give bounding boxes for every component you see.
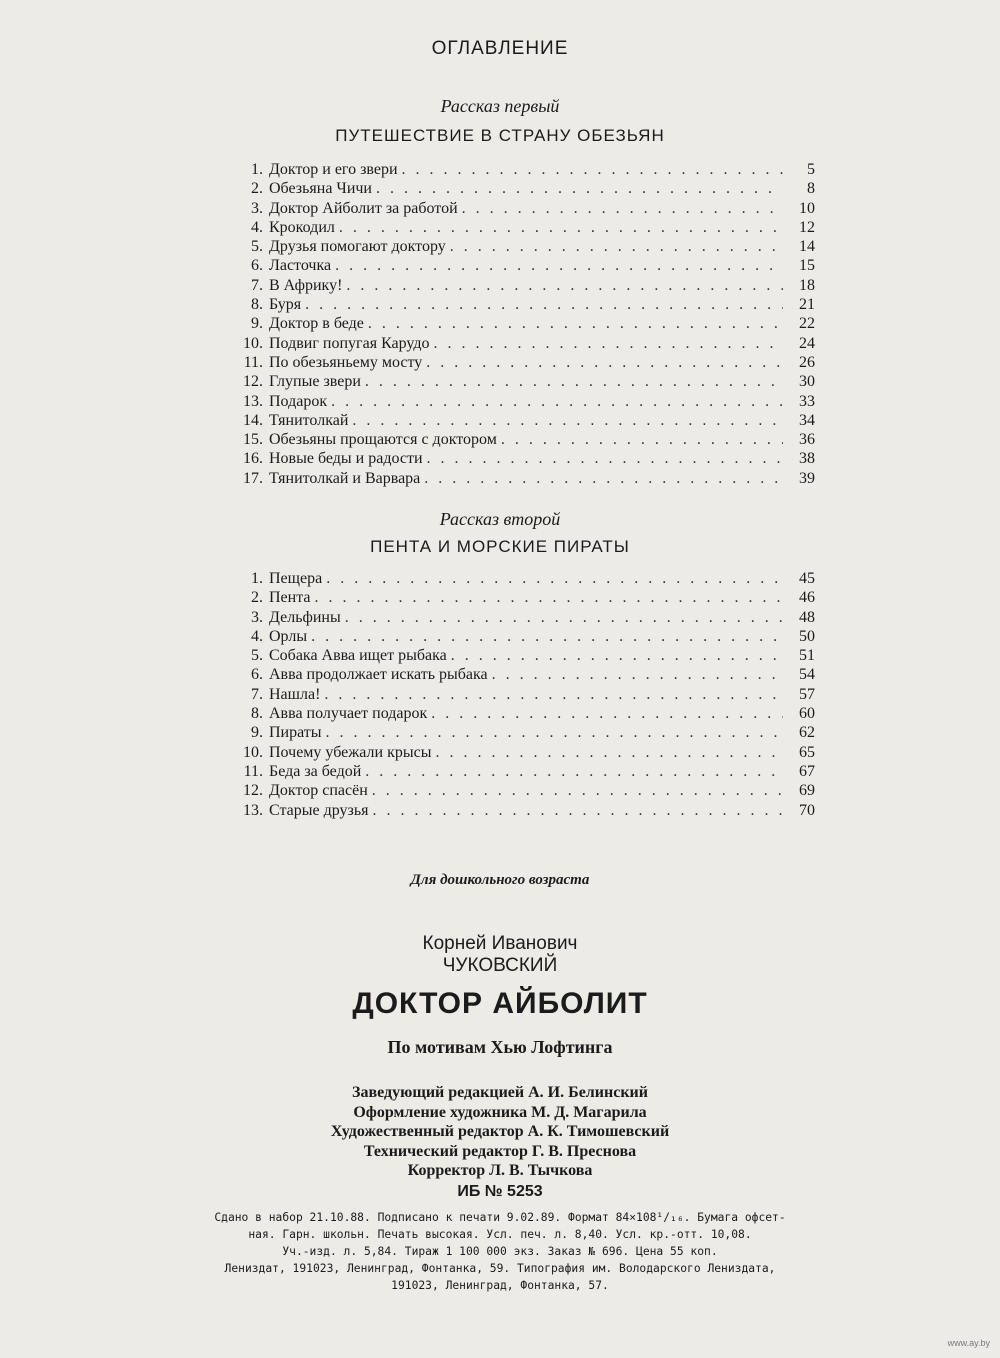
leader-dots [435,743,783,762]
chapter-number: 9. [251,724,263,742]
chapter-number: 8. [251,296,263,314]
story1-title: ПУТЕШЕСТВИЕ В СТРАНУ ОБЕЗЬЯН [335,126,665,145]
leader-dots [492,665,783,684]
chapter-page-number: 65 [799,743,815,761]
chapter-title: Пираты [269,724,322,742]
chapter-page-number: 8 [807,180,815,198]
leader-dots [315,588,783,607]
leader-dots [324,685,783,704]
chapter-number: 1. [251,570,263,587]
chapter-page-number: 67 [799,762,815,780]
leader-dots [450,237,783,256]
toc-entry [225,179,815,198]
leader-dots [451,646,783,665]
toc-entry [225,372,815,391]
leader-dots [431,704,783,723]
leader-dots [434,334,783,353]
leader-dots [365,762,783,781]
credits-block [0,1083,1000,1181]
chapter-number: 10. [243,334,263,352]
chapter-page-number: 45 [799,570,815,587]
chapter-number: 3. [251,608,263,626]
chapter-page-number: 5 [807,161,815,178]
leader-dots [427,449,783,468]
toc-entry [225,160,815,179]
chapter-page-number: 22 [799,315,815,333]
toc-entry [225,199,815,218]
chapter-title: Пещера [269,570,323,587]
chapter-page-number: 34 [799,411,815,429]
age-note: Для дошкольного возраста [410,872,590,888]
chapter-number: 4. [251,218,263,236]
chapter-title: Тянитолкай [269,411,349,429]
chapter-page-number: 10 [799,199,815,217]
watermark: www.ay.by [947,1338,990,1348]
chapter-page-number: 24 [799,334,815,352]
chapter-page-number: 51 [799,647,815,665]
chapter-number: 2. [251,180,263,198]
author-last-name: ЧУКОВСКИЙ [442,955,558,976]
leader-dots [346,276,783,295]
toc-entry [225,314,815,333]
chapter-title: Ласточка [269,257,332,275]
toc-entry [225,256,815,275]
toc-entry [225,295,815,314]
leader-dots [462,199,783,218]
chapter-number: 5. [251,238,263,256]
credit-line: Оформление художника М. Д. Магарила [353,1103,647,1121]
chapter-title: Доктор Айболит за работой [269,199,458,217]
chapter-title: В Африку! [269,276,343,294]
leader-dots [331,392,783,411]
chapter-title: Доктор и его звери [269,161,398,178]
toc-entry [225,627,815,646]
toc-entry [225,588,815,607]
chapter-title: Доктор спасён [269,782,368,800]
leader-dots [402,160,783,179]
leader-dots [368,314,783,333]
chapter-page-number: 33 [799,392,815,410]
chapter-page-number: 39 [799,469,815,487]
chapter-title: Собака Авва ищет рыбака [269,647,447,665]
imprint-line: 191023, Ленинград, Фонтанка, 57. [391,1279,609,1292]
chapter-page-number: 12 [799,218,815,236]
toc-entry [225,801,815,820]
toc-entry [225,353,815,372]
chapter-number: 13. [243,801,263,819]
chapter-number: 7. [251,685,263,703]
chapter-title: Обезьяны прощаются с доктором [269,431,497,449]
story1-label: Рассказ первый [440,96,560,116]
chapter-number: 17. [243,469,263,487]
chapter-number: 5. [251,647,263,665]
chapter-title: Подарок [269,392,328,410]
toc-entry [225,430,815,449]
chapter-page-number: 70 [799,801,815,819]
credit-line: Заведующий редакцией А. И. Белинский [352,1084,648,1101]
chapter-title: Авва получает подарок [269,705,428,723]
toc-entry [225,411,815,430]
leader-dots [335,256,783,275]
imprint-line: Сдано в набор 21.10.88. Подписано к печати 9.02.89. Формат 84×108¹/₁₆. Бумага офсет- [214,1211,786,1224]
chapter-page-number: 60 [799,705,815,723]
chapter-page-number: 46 [799,589,815,607]
chapter-page-number: 18 [799,276,815,294]
leader-dots [424,469,783,488]
toc-entry [225,781,815,800]
isbn: ИБ № 5253 [457,1183,543,1200]
chapter-page-number: 26 [799,353,815,371]
story1-chapter-list [225,160,815,488]
toc-heading: ОГЛАВЛЕНИЕ [431,38,569,59]
toc-entry [225,237,815,256]
author-first-name: Корней Иванович [422,933,578,954]
chapter-title: Крокодил [269,218,335,236]
chapter-page-number: 50 [799,627,815,645]
leader-dots [339,218,783,237]
leader-dots [376,179,783,198]
book-title: ДОКТОР АЙБОЛИТ [352,987,648,1020]
chapter-page-number: 36 [799,431,815,449]
chapter-page-number: 57 [799,685,815,703]
chapter-title: Почему убежали крысы [269,743,432,761]
chapter-title: Доктор в беде [269,315,364,333]
toc-entry [225,218,815,237]
chapter-page-number: 69 [799,782,815,800]
story2-chapter-list [225,569,815,820]
toc-entry [225,685,815,704]
credit-line: Корректор Л. В. Тычкова [407,1162,593,1179]
toc-entry [225,449,815,468]
chapter-number: 15. [243,431,263,449]
chapter-number: 11. [243,762,263,780]
toc-entry [225,569,815,588]
chapter-title: Новые беды и радости [269,450,423,468]
credit-line: Технический редактор Г. В. Преснова [363,1142,637,1160]
chapter-title: Тянитолкай и Варвара [269,469,421,487]
chapter-number: 6. [251,666,263,684]
chapter-page-number: 15 [799,257,815,275]
toc-entry [225,704,815,723]
toc-entry [225,392,815,411]
chapter-number: 2. [251,589,263,607]
leader-dots [305,295,783,314]
chapter-number: 6. [251,257,263,275]
chapter-title: Обезьяна Чичи [269,180,372,198]
leader-dots [373,801,783,820]
chapter-page-number: 21 [799,296,815,314]
chapter-number: 3. [251,199,263,217]
imprint-block [0,1209,1000,1294]
chapter-page-number: 54 [799,666,815,684]
chapter-title: Пента [269,589,311,607]
chapter-title: Авва продолжает искать рыбака [269,666,488,684]
chapter-title: Старые друзья [269,801,369,819]
leader-dots [326,723,783,742]
chapter-number: 16. [243,450,263,468]
toc-entry [225,334,815,353]
chapter-title: Беда за бедой [269,762,362,780]
toc-entry [225,469,815,488]
chapter-title: По обезьяньему мосту [269,353,423,371]
chapter-page-number: 30 [799,373,815,391]
toc-entry [225,608,815,627]
chapter-title: Буря [269,296,302,314]
leader-dots [365,372,783,391]
toc-entry [225,743,815,762]
toc-entry [225,276,815,295]
imprint-line: Лениздат, 191023, Ленинград, Фонтанка, 59. Типография им. Володарского Лениздата, [224,1262,776,1275]
leader-dots [352,411,783,430]
chapter-number: 11. [243,353,263,371]
chapter-page-number: 48 [799,608,815,626]
chapter-page-number: 62 [799,724,815,742]
chapter-number: 14. [243,411,263,429]
imprint-line: Уч.-изд. л. 5,84. Тираж 1 100 000 экз. Заказ № 696. Цена 55 коп. [282,1245,718,1258]
leader-dots [326,569,783,588]
chapter-number: 12. [243,373,263,391]
chapter-number: 7. [251,276,263,294]
toc-entry [225,665,815,684]
story2-title: ПЕНТА И МОРСКИЕ ПИРАТЫ [370,537,630,556]
leader-dots [426,353,783,372]
story2-label: Рассказ второй [439,509,561,529]
chapter-page-number: 38 [799,450,815,468]
chapter-number: 1. [251,161,263,178]
chapter-number: 13. [243,392,263,410]
leader-dots [311,627,783,646]
chapter-title: Глупые звери [269,373,361,391]
chapter-title: Друзья помогают доктору [269,238,446,256]
toc-entry [225,723,815,742]
book-subtitle: По мотивам Хью Лофтинга [387,1037,613,1057]
chapter-title: Дельфины [269,608,341,626]
chapter-title: Орлы [269,627,308,645]
chapter-number: 9. [251,315,263,333]
toc-entry [225,646,815,665]
chapter-number: 8. [251,705,263,723]
leader-dots [501,430,783,449]
chapter-title: Подвиг попугая Карудо [269,334,430,352]
credit-line: Художественный редактор А. К. Тимошевский [330,1123,670,1140]
leader-dots [372,781,783,800]
leader-dots [345,608,783,627]
toc-entry [225,762,815,781]
chapter-page-number: 14 [799,238,815,256]
chapter-title: Нашла! [269,685,321,703]
imprint-line: ная. Гарн. школьн. Печать высокая. Усл. печ. л. 8,40. Усл. кр.-отт. 10,08. [248,1228,752,1241]
chapter-number: 12. [243,782,263,800]
chapter-number: 10. [243,743,263,761]
chapter-number: 4. [251,627,263,645]
